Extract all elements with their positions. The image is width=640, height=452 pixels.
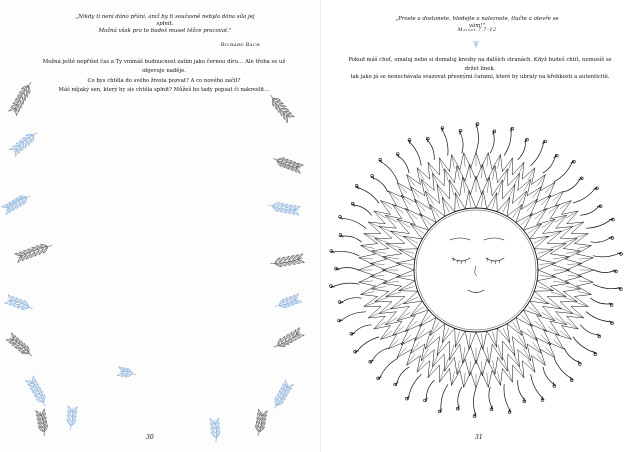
left-quote: [70, 14, 260, 35]
right-body-text: [344, 56, 616, 82]
left-quote-line-1: „Nikdy ti není dáno přání, aniž by ti současně nebyla dána síla jej splnit.: [75, 14, 255, 27]
left-body-line-1: Možná ještě nepřišel čas a Ty vnímáš budoucnost zatím jako černou díru… Ale třeba se už objevuje naděje.: [42, 59, 286, 75]
left-page-number: 30: [146, 434, 154, 441]
quote-citation: Matouš 7,7–12: [457, 28, 497, 33]
right-quote: „Proste a dostanete, hledejte a naleznete, tlučte a otevře se vám!": [395, 16, 559, 29]
left-quote-line-2: Možná však pro to budeš muset těžce pracovat.": [98, 28, 232, 34]
quote-author: Richard Bach: [220, 42, 260, 48]
right-body-line-2: tak jako já se nenechávala svazovat přesnými čarami, které by ubraly na křehkosti a autenticitě.: [350, 74, 610, 81]
left-body-line-3: Máš nějaký sen, který by sis chtěla splnit? Můžeš ho tady popsat či nakreslit…: [58, 87, 270, 94]
left-body-line-2: Co bys chtěla do svého života pozvat? A co nového začít?: [87, 77, 241, 84]
left-body-text: [32, 58, 296, 96]
right-page-number: 31: [475, 434, 483, 441]
right-body-line-1: Pokud máš chuť, omaluj nebo si domaluj kresby na dalších stranách. Když budeš chtít, nemusíš se držet linek,: [348, 57, 612, 72]
